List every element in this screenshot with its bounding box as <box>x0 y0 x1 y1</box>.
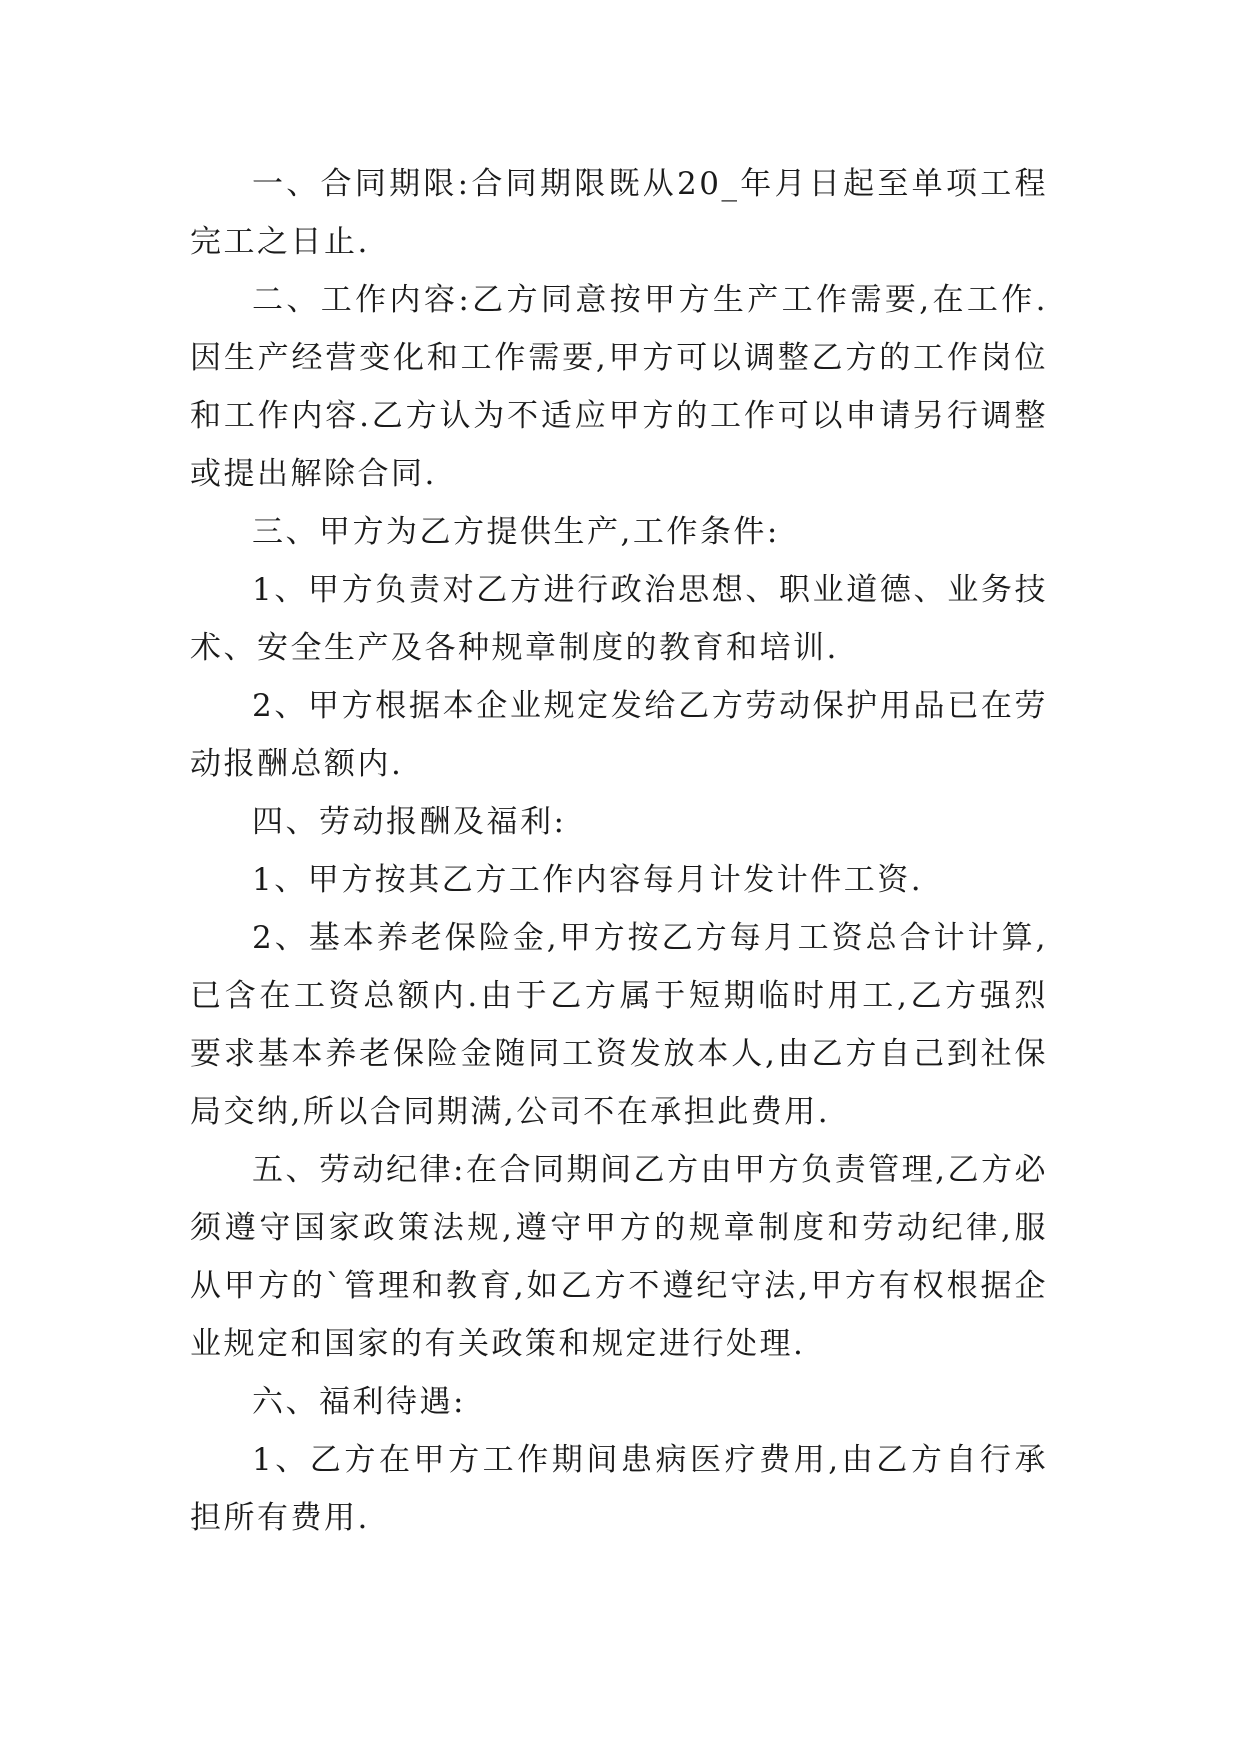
clause-working-conditions-heading: 三、甲方为乙方提供生产,工作条件: <box>252 514 780 550</box>
clause-contract-term: 一、合同期限:合同期限既从20_年月日起至单项工程完工之日止. <box>190 166 1048 260</box>
clause-training-item: 1、甲方负责对乙方进行政治思想、职业道德、业务技术、安全生产及各种规章制度的教育和培训. <box>190 572 1048 666</box>
clause-compensation-heading: 四、劳动报酬及福利: <box>252 804 567 840</box>
clause-benefits-heading: 六、福利待遇: <box>252 1384 466 1420</box>
clause-pension-item: 2、基本养老保险金,甲方按乙方每月工资总合计计算,已含在工资总额内.由于乙方属于短期临时用工,乙方强烈要求基本养老保险金随同工资发放本人,由乙方自己到社保局交纳,所以合同期满,公司不在承担此费用. <box>190 920 1048 1130</box>
clause-piecework-wage-item: 1、甲方按其乙方工作内容每月计发计件工资. <box>252 862 924 898</box>
document-page <box>190 155 1048 1547</box>
clause-labor-discipline: 五、劳动纪律:在合同期间乙方由甲方负责管理,乙方必须遵守国家政策法规,遵守甲方的规章制度和劳动纪律,服从甲方的`管理和教育,如乙方不遵纪守法,甲方有权根据企业规定和国家的有关政策和规定进行处理. <box>190 1152 1048 1362</box>
clause-work-content: 二、工作内容:乙方同意按甲方生产工作需要,在工作.因生产经营变化和工作需要,甲方可以调整乙方的工作岗位和工作内容.乙方认为不适应甲方的工作可以申请另行调整或提出解除合同. <box>190 282 1048 492</box>
clause-protective-supplies-item: 2、甲方根据本企业规定发给乙方劳动保护用品已在劳动报酬总额内. <box>190 688 1048 782</box>
clause-medical-cost-item: 1、乙方在甲方工作期间患病医疗费用,由乙方自行承担所有费用. <box>190 1442 1048 1536</box>
